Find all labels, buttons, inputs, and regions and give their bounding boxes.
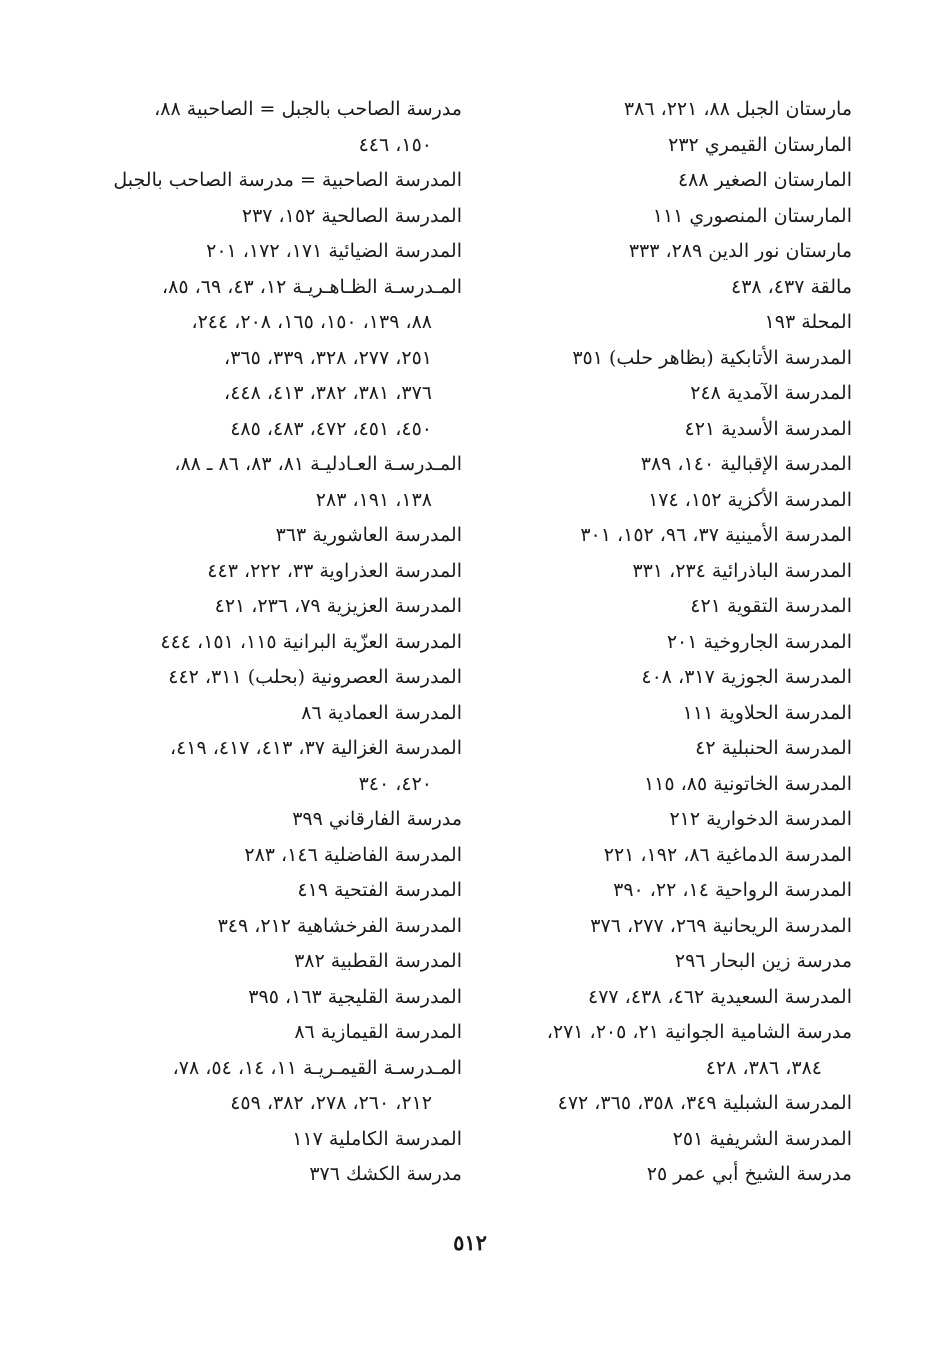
- index-entry: [492, 518, 852, 554]
- entry-line: مدرسة الشامية الجوانية ٢١، ٢٠٥، ٢٧١،: [546, 1021, 852, 1043]
- entry-line: المدرسة الأمينية ٣٧، ٩٦، ١٥٢، ٣٠١: [580, 524, 852, 546]
- entry-line: المدرسة الشريفية ٢٥١: [672, 1127, 852, 1150]
- entry-continuation-line: ٢٥١، ٢٧٧، ٣٢٨، ٣٣٩، ٣٦٥،: [224, 346, 432, 369]
- index-entry: [492, 199, 852, 235]
- entry-continuation-line: ١٣٨، ١٩١، ٢٨٣: [315, 488, 432, 511]
- entry-line: المدرسة الأتابكية (بظاهر حلب) ٣٥١: [572, 346, 852, 369]
- index-column-left: [100, 92, 462, 1193]
- entry-line: المدرسة الشبلية ٣٤٩، ٣٥٨، ٣٦٥، ٤٧٢: [557, 1092, 852, 1114]
- index-entry: [492, 838, 852, 874]
- entry-continuation-line: ٣٨٤، ٣٨٦، ٤٢٨: [705, 1056, 822, 1079]
- entry-continuation-line: ٤٥٠، ٤٥١، ٤٧٢، ٤٨٣، ٤٨٥: [230, 417, 432, 440]
- entry-line: المدرسة الفاضلية ١٤٦، ٢٨٣: [244, 843, 462, 866]
- index-entry: [100, 447, 462, 518]
- index-entry: [492, 554, 852, 590]
- entry-continuation-line: ١٥٠، ٤٤٦: [358, 133, 432, 156]
- entry-line: المدرسة الضيائية ١٧١، ١٧٢، ٢٠١: [206, 240, 462, 262]
- entry-line: المدرسة الدماغية ٨٦، ١٩٢، ٢٢١: [603, 843, 852, 866]
- index-entry: [100, 944, 462, 980]
- entry-line: مارستان الجبل ٨٨، ٢٢١، ٣٨٦: [623, 98, 852, 120]
- index-entry: [492, 163, 852, 199]
- index-entry: [492, 92, 852, 128]
- entry-line: المدرسة الحلاوية ١١١: [682, 701, 852, 724]
- entry-line: مدرسة الصاحب بالجبل = الصاحبية ٨٨،: [154, 98, 462, 120]
- index-entry: [492, 625, 852, 661]
- index-entry: [100, 696, 462, 732]
- index-entry: [100, 980, 462, 1016]
- index-entry: [100, 1051, 462, 1122]
- index-entry: [492, 873, 852, 909]
- index-entry: [100, 1122, 462, 1158]
- index-entry: [492, 1122, 852, 1158]
- index-entry: [492, 412, 852, 448]
- index-entry: [100, 589, 462, 625]
- entry-line: المـدرسـة القيمـريـة ١١، ١٤، ٥٤، ٧٨،: [172, 1056, 462, 1079]
- index-entry: [492, 909, 852, 945]
- entry-line: المدرسة العذراوية ٣٣، ٢٢٢، ٤٤٣: [207, 559, 462, 582]
- index-entry: [100, 660, 462, 696]
- entry-continuation-line: ٨٨، ١٣٩، ١٥٠، ١٦٥، ٢٠٨، ٢٤٤،: [191, 311, 432, 333]
- entry-line: المدرسة الأسدية ٤٢١: [684, 417, 852, 440]
- index-entry: [492, 305, 852, 341]
- entry-line: المدرسة الأكزية ١٥٢، ١٧٤: [648, 488, 852, 511]
- entry-line: المدرسة الحنبلية ٤٢: [695, 737, 852, 759]
- entry-line: مالقة ٤٣٧، ٤٣٨: [730, 275, 852, 298]
- entry-line: المدرسة العزيزية ٧٩، ٢٣٦، ٤٢١: [214, 595, 462, 617]
- entry-line: المارستان القيمري ٢٣٢: [668, 133, 852, 156]
- index-entry: [492, 660, 852, 696]
- entry-line: المدرسة الريحانية ٢٦٩، ٢٧٧، ٣٧٦: [590, 914, 852, 937]
- index-entry: [492, 767, 852, 803]
- entry-line: المـدرسـة العـادليـة ٨١، ٨٣، ٨٦ ـ ٨٨،: [174, 453, 462, 475]
- index-entry: [492, 980, 852, 1016]
- index-entry: [100, 731, 462, 802]
- index-entry: [492, 802, 852, 838]
- entry-line: المدرسة الفرخشاهية ٢١٢، ٣٤٩: [217, 914, 462, 937]
- index-entry: [492, 447, 852, 483]
- index-entry: [100, 1015, 462, 1051]
- entry-line: المدرسة القليجية ١٦٣، ٣٩٥: [248, 985, 462, 1008]
- entry-line: مارستان نور الدين ٢٨٩، ٣٣٣: [628, 240, 852, 262]
- entry-line: المارستان المنصوري ١١١: [652, 204, 852, 227]
- index-entry: [492, 731, 852, 767]
- index-column-right: [492, 92, 852, 1193]
- index-entry: [100, 838, 462, 874]
- entry-line: المدرسة الخاتونية ٨٥، ١١٥: [643, 772, 852, 795]
- entry-line: مدرسة الشيخ أبي عمر ٢٥: [646, 1163, 852, 1185]
- index-entry: [492, 234, 852, 270]
- entry-line: المدرسة السعيدية ٤٦٢، ٤٣٨، ٤٧٧: [588, 985, 852, 1008]
- entry-line: المدرسة الصالحية ١٥٢، ٢٣٧: [241, 204, 462, 227]
- entry-line: المدرسة الجوزية ٣١٧، ٤٠٨: [641, 666, 852, 688]
- index-entry: [492, 589, 852, 625]
- entry-line: المدرسة الدخوارية ٢١٢: [669, 808, 852, 830]
- index-entry: [492, 696, 852, 732]
- index-entry: [100, 802, 462, 838]
- entry-line: المدرسة الرواحية ١٤، ٢٢، ٣٩٠: [613, 879, 852, 901]
- entry-line: المدرسة العزّية البرانية ١١٥، ١٥١، ٤٤٤: [160, 630, 462, 653]
- entry-line: المدرسة الآمدية ٢٤٨: [690, 382, 852, 404]
- entry-line: المدرسة الباذرائية ٢٣٤، ٣٣١: [632, 559, 852, 582]
- index-entry: [100, 92, 462, 163]
- index-entry: [492, 376, 852, 412]
- entry-continuation-line: ٤٢٠، ٣٤٠: [358, 772, 432, 795]
- entry-continuation-line: ٣٧٦، ٣٨١، ٣٨٢، ٤١٣، ٤٤٨،: [224, 382, 432, 404]
- index-entry: [492, 1015, 852, 1086]
- entry-continuation-line: ٢١٢، ٢٦٠، ٢٧٨، ٣٨٢، ٤٥٩: [230, 1092, 432, 1114]
- entry-line: المدرسة العمادية ٨٦: [301, 701, 462, 724]
- index-entry: [100, 199, 462, 235]
- entry-line: مدرسة زين البحار ٢٩٦: [674, 950, 852, 972]
- index-entry: [100, 909, 462, 945]
- index-entry: [100, 873, 462, 909]
- index-entry: [100, 518, 462, 554]
- index-entry: [100, 270, 462, 448]
- entry-line: المدرسة الصاحبية = مدرسة الصاحب بالجبل: [113, 169, 462, 191]
- entry-line: المدرسة الإقبالية ١٤٠، ٣٨٩: [640, 453, 852, 475]
- index-entry: [100, 163, 462, 199]
- entry-line: المارستان الصغير ٤٨٨: [677, 169, 852, 191]
- entry-line: مدرسة الفارقاني ٣٩٩: [292, 808, 462, 830]
- entry-line: المدرسة الغزالية ٣٧، ٤١٣، ٤١٧، ٤١٩،: [169, 737, 462, 759]
- index-entry: [492, 483, 852, 519]
- index-entry: [492, 341, 852, 377]
- index-entry: [100, 1157, 462, 1193]
- index-entry: [492, 270, 852, 306]
- entry-line: المدرسة الفتحية ٤١٩: [297, 879, 462, 901]
- index-entry: [100, 625, 462, 661]
- index-entry: [492, 128, 852, 164]
- entry-line: المدرسة القطبية ٣٨٢: [294, 950, 462, 972]
- index-entry: [100, 554, 462, 590]
- entry-line: المدرسة العصرونية (بحلب) ٣١١، ٤٤٢: [168, 666, 462, 688]
- entry-line: مدرسة الكشك ٣٧٦: [309, 1163, 462, 1185]
- page-number: ٥١٢: [453, 1230, 487, 1255]
- entry-line: المدرسة القيمازية ٨٦: [294, 1021, 462, 1043]
- index-entry: [492, 1086, 852, 1122]
- entry-line: المدرسة التقوية ٤٢١: [690, 595, 852, 617]
- entry-line: المدرسة الكاملية ١١٧: [292, 1127, 462, 1150]
- entry-line: المدرسة الجاروخية ٢٠١: [666, 630, 852, 653]
- index-entry: [492, 1157, 852, 1193]
- index-entry: [100, 234, 462, 270]
- index-entry: [492, 944, 852, 980]
- entry-line: المحلة ١٩٣: [764, 311, 852, 333]
- entry-line: المدرسة العاشورية ٣٦٣: [275, 524, 462, 546]
- entry-line: المـدرسـة الظـاهـريـة ١٢، ٤٣، ٦٩، ٨٥،: [162, 275, 462, 298]
